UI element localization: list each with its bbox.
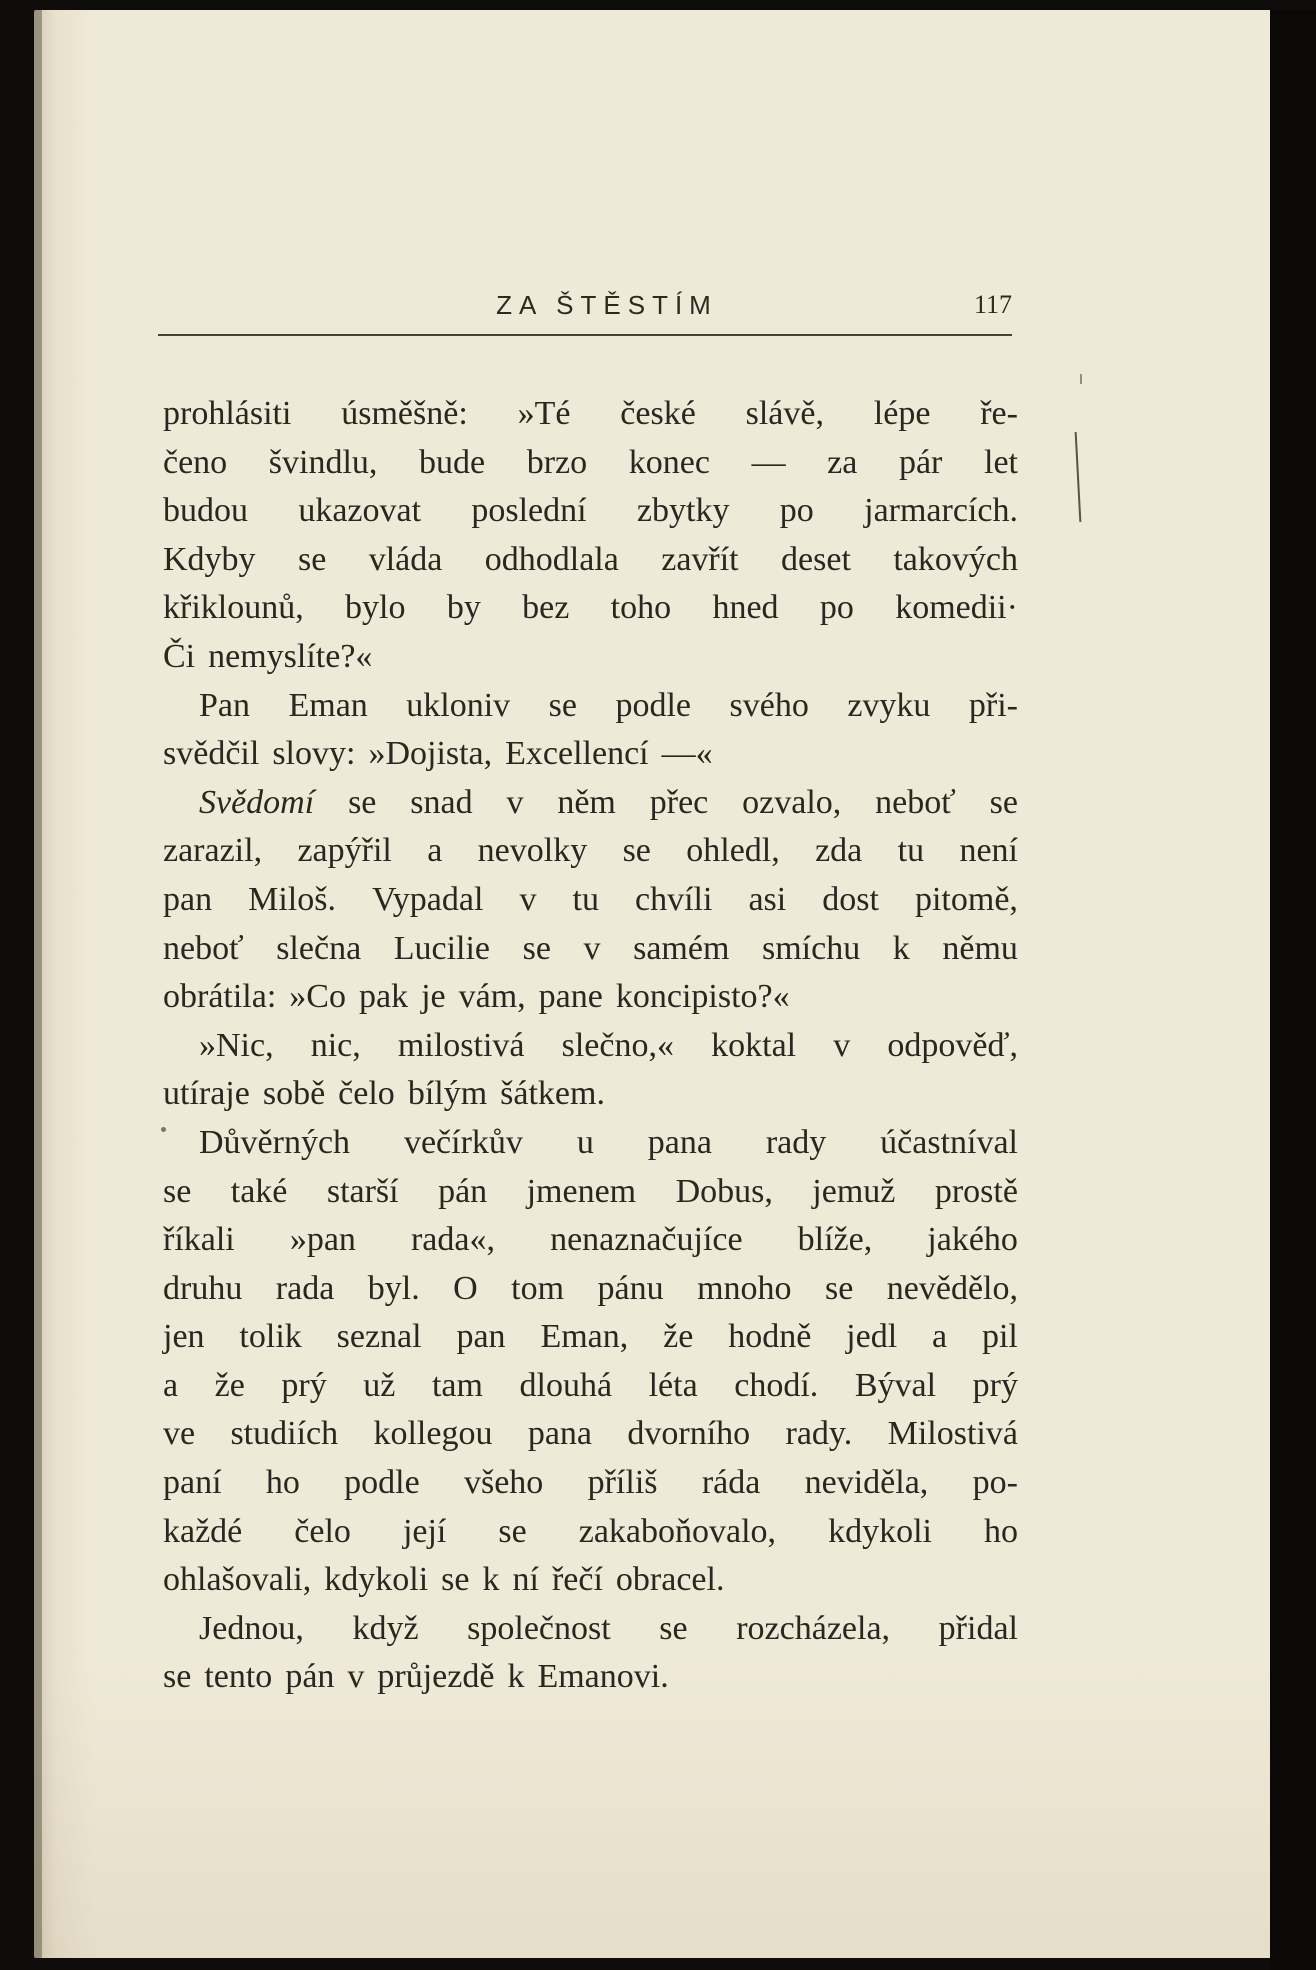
word: Milostivá (887, 1415, 1018, 1453)
text-line (163, 1216, 1018, 1265)
word: tam (431, 1366, 483, 1404)
word: svého (729, 686, 809, 724)
word: jarmarcích. (864, 492, 1018, 530)
word: Býval (854, 1366, 937, 1404)
word: bílým (407, 1075, 488, 1113)
word: že (214, 1366, 245, 1404)
word: pak (358, 978, 409, 1016)
word: se (548, 686, 577, 724)
word: kdykoli (828, 1512, 932, 1550)
text-line (163, 1508, 1018, 1557)
word: se (348, 783, 377, 821)
word: »Té (517, 395, 571, 432)
word: švindlu, (268, 443, 378, 481)
word: lépe (873, 395, 931, 432)
word: jakého (927, 1221, 1018, 1259)
word: jen (163, 1318, 205, 1356)
word: se (163, 1658, 192, 1696)
word: po- (972, 1464, 1018, 1502)
text-line (163, 925, 1018, 974)
word: šátkem. (500, 1075, 605, 1113)
word: konec (628, 443, 710, 481)
word: za (827, 443, 858, 481)
word: v (519, 880, 537, 918)
word: jedl (846, 1318, 898, 1356)
word: Kdyby (163, 540, 256, 578)
margin-speck (1080, 374, 1082, 384)
word: bylo (345, 589, 406, 627)
word: už (363, 1366, 396, 1404)
word: pánu (597, 1269, 664, 1307)
word: nenaznačujíce (550, 1221, 743, 1259)
word: zarazil, (163, 832, 263, 870)
word: zapýřil (297, 832, 392, 870)
word: prohlásiti (163, 395, 292, 432)
word: ukazovat (298, 492, 422, 530)
word: bude (419, 443, 486, 481)
text-line (163, 633, 1018, 682)
word: byl. (367, 1269, 420, 1307)
word: pán (438, 1172, 488, 1210)
word: pitomě, (914, 880, 1018, 918)
word: neviděla, (804, 1464, 929, 1502)
word: druhu (163, 1269, 243, 1307)
word: chvíli (634, 880, 713, 918)
word: seznal (336, 1318, 422, 1356)
word: »Nic, (199, 1026, 274, 1064)
paper-speck (161, 1127, 166, 1132)
page-number: 117 (973, 290, 1012, 319)
text-line (163, 730, 1018, 779)
word: všeho (463, 1464, 544, 1502)
word: Lucilie (393, 929, 491, 967)
text-line (163, 682, 1018, 731)
word: tolik (239, 1318, 302, 1356)
word: prý (281, 1366, 327, 1404)
running-title: ZA ŠTĚSTÍM (496, 290, 718, 320)
word: deset (781, 540, 851, 578)
text-line (163, 1168, 1018, 1217)
word: a (163, 1366, 179, 1404)
word: čelo (294, 1512, 351, 1550)
word: přec (649, 783, 709, 821)
word: zvyku (847, 686, 931, 724)
word: české (620, 395, 696, 432)
word: kdykoli (324, 1561, 429, 1599)
word: samém (633, 929, 730, 967)
word: tom (511, 1269, 565, 1307)
word: rada (275, 1269, 335, 1307)
word: koktal (711, 1026, 797, 1064)
word: koncipisto?« (615, 978, 790, 1016)
word: a (427, 832, 443, 870)
word: Jednou, (199, 1609, 304, 1647)
word: rada«, (410, 1221, 495, 1259)
word: slovy: (272, 735, 356, 773)
word: neboť (163, 929, 244, 967)
word: příliš (587, 1464, 658, 1502)
word: je (421, 978, 446, 1016)
word: —« (661, 735, 713, 773)
word: nic, (310, 1026, 361, 1064)
header-rule (158, 334, 1012, 336)
word: ho (984, 1512, 1018, 1550)
word: večírkův (403, 1123, 523, 1161)
text-line (163, 536, 1018, 585)
word: se (522, 929, 551, 967)
word: slečna (276, 929, 362, 967)
word: mnoho (697, 1269, 792, 1307)
word: poslední (471, 492, 587, 530)
word: v (583, 929, 601, 967)
text-line (163, 1070, 1018, 1119)
word: Dobus, (675, 1172, 773, 1210)
word: zda (815, 832, 863, 870)
word: by (446, 589, 481, 627)
word: také (230, 1172, 288, 1210)
word: pán (285, 1658, 335, 1696)
word: ukloniv (406, 686, 511, 724)
word: po (779, 492, 814, 530)
word: Eman (288, 686, 368, 724)
text-line (163, 1410, 1018, 1459)
word: se (659, 1609, 688, 1647)
word: křiklounů, (163, 589, 304, 627)
word: obracel. (615, 1561, 725, 1599)
word: takových (893, 540, 1018, 578)
word: vláda (368, 540, 443, 578)
word: ve (163, 1415, 196, 1453)
word: tu (897, 832, 925, 870)
word: čelo (338, 1075, 395, 1113)
word: každé (163, 1512, 243, 1550)
word: když (352, 1609, 419, 1647)
word: O (453, 1269, 478, 1307)
word: společnost (467, 1609, 611, 1647)
word: nevolky (477, 832, 588, 870)
word: zbytky (636, 492, 730, 530)
word: tu (572, 880, 599, 918)
text-line (163, 390, 1018, 439)
word: se (824, 1269, 854, 1307)
word: studiích (230, 1415, 339, 1453)
word: ní (512, 1561, 539, 1599)
word: vám, (458, 978, 526, 1016)
word: pár (898, 443, 943, 481)
text-line (163, 1459, 1018, 1508)
word: brzo (526, 443, 588, 481)
word: — (751, 443, 786, 481)
word: se (163, 1172, 192, 1210)
word: ře- (980, 395, 1018, 432)
word: »Co (289, 978, 346, 1016)
word: k (892, 929, 910, 967)
word: její (402, 1512, 447, 1550)
word: nevědělo, (886, 1269, 1018, 1307)
word: k (507, 1658, 525, 1696)
word: ohlašovali, (163, 1561, 312, 1599)
word: prý (972, 1366, 1018, 1404)
word: pana (647, 1123, 712, 1161)
word: řečí (551, 1561, 603, 1599)
word: let (984, 443, 1018, 481)
word: se (622, 832, 651, 870)
text-line (163, 1022, 1018, 1071)
word: »Dojista, (368, 735, 493, 773)
word: ohledl, (686, 832, 780, 870)
word: slečno,« (561, 1026, 674, 1064)
word: dost (822, 880, 879, 918)
word: prostě (934, 1172, 1018, 1210)
word: smíchu (761, 929, 861, 967)
word: podle (344, 1464, 420, 1502)
word: pan (163, 880, 213, 918)
word: se (498, 1512, 527, 1550)
word: snad (410, 783, 473, 821)
word: utíraje (163, 1075, 250, 1113)
text-line (163, 1362, 1018, 1411)
word: Či (163, 637, 196, 675)
text-line (163, 1653, 1018, 1702)
word: rady (765, 1123, 827, 1161)
word: »pan (289, 1221, 356, 1259)
word: se (297, 540, 327, 578)
word: sobě (262, 1075, 326, 1113)
word: průjezdě (377, 1658, 495, 1696)
word: pil (981, 1318, 1018, 1356)
word: u (576, 1123, 594, 1161)
word: zavřít (661, 540, 739, 578)
word: ráda (701, 1464, 761, 1502)
text-line (163, 779, 1018, 828)
word: v (347, 1658, 365, 1696)
word: asi (748, 880, 787, 918)
word: účastníval (880, 1123, 1018, 1161)
word: není (959, 832, 1018, 870)
text-line (163, 1605, 1018, 1654)
word: říkali (163, 1221, 235, 1259)
running-header (158, 288, 1012, 338)
word: Svědomí (199, 783, 315, 821)
word: při- (968, 686, 1018, 724)
word: léta (648, 1366, 698, 1404)
word: paní (163, 1464, 222, 1502)
word: ho (265, 1464, 300, 1502)
word: pane (538, 978, 603, 1016)
text-line (163, 876, 1018, 925)
text-line (163, 487, 1018, 536)
body-text (163, 390, 1018, 1702)
word: zakaboňovalo, (578, 1512, 777, 1550)
text-line (163, 439, 1018, 488)
text-line (163, 827, 1018, 876)
word: dvorního (627, 1415, 751, 1453)
word: komedii· (895, 589, 1018, 627)
word: bez (522, 589, 570, 627)
word: odhodlala (484, 540, 619, 578)
word: Excellencí (505, 735, 649, 773)
word: k (482, 1561, 500, 1599)
word: ozvalo, (742, 783, 842, 821)
word: kollegou (373, 1415, 493, 1453)
word: němu (942, 929, 1018, 967)
word: něm (557, 783, 616, 821)
word: Pan (199, 686, 250, 724)
word: pan (456, 1318, 506, 1356)
word: a (932, 1318, 948, 1356)
word: úsměšně: (341, 395, 468, 432)
word: chodí. (734, 1366, 819, 1404)
word: rady. (785, 1415, 853, 1453)
word: Eman, (540, 1318, 629, 1356)
word: hned (712, 589, 779, 627)
word: neboť (875, 783, 956, 821)
word: pana (527, 1415, 593, 1453)
text-line (163, 584, 1018, 633)
word: svědčil (163, 735, 260, 773)
word: přidal (938, 1609, 1018, 1647)
word: jemuž (812, 1172, 896, 1210)
word: čeno (163, 443, 228, 481)
word: dlouhá (519, 1366, 613, 1404)
text-line (163, 1313, 1018, 1362)
word: odpověď, (887, 1026, 1018, 1064)
word: že (663, 1318, 694, 1356)
word: po (819, 589, 854, 627)
text-line (163, 1119, 1018, 1168)
word: Důvěrných (199, 1123, 351, 1161)
scan-background-edge (1270, 10, 1316, 1970)
binding-shadow (34, 10, 42, 1958)
word: toho (610, 589, 672, 627)
word: tento (204, 1658, 273, 1696)
word: nemyslíte?« (208, 637, 373, 675)
word: podle (615, 686, 692, 724)
word: rozcházela, (736, 1609, 891, 1647)
word: se (441, 1561, 470, 1599)
word: slávě, (745, 395, 824, 432)
word: Miloš. (248, 880, 336, 918)
word: starší (326, 1172, 399, 1210)
word: v (506, 783, 524, 821)
word: milostivá (397, 1026, 525, 1064)
word: obrátila: (163, 978, 277, 1016)
word: budou (163, 492, 248, 530)
text-line (163, 973, 1018, 1022)
word: v (833, 1026, 851, 1064)
word: Vypadal (372, 880, 484, 918)
word: se (989, 783, 1018, 821)
word: hodně (728, 1318, 812, 1356)
text-line (163, 1265, 1018, 1314)
text-line (163, 1556, 1018, 1605)
word: jmenem (526, 1172, 637, 1210)
word: Emanovi. (537, 1658, 669, 1696)
word: blíže, (797, 1221, 873, 1259)
